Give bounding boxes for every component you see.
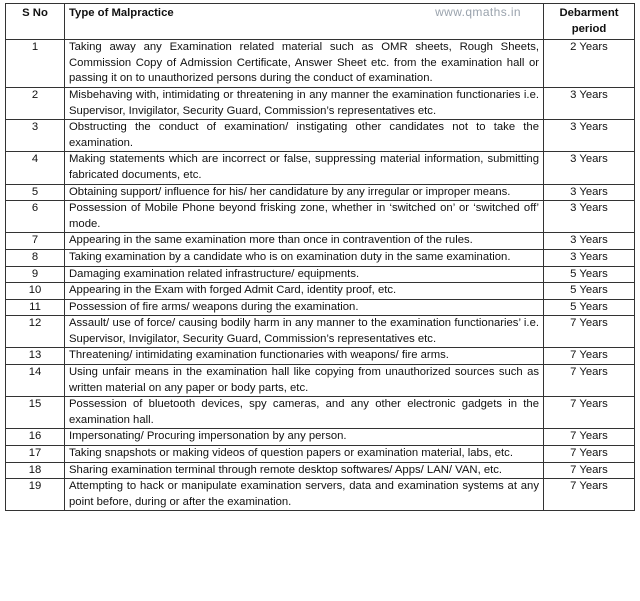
watermark-text: www.qmaths.in	[435, 5, 521, 19]
malpractice-table	[5, 3, 635, 511]
table-row	[6, 184, 635, 201]
row-debarment-period: 7 Years	[544, 365, 635, 397]
table-row	[6, 446, 635, 463]
row-sno: 19	[6, 479, 65, 511]
row-debarment-period: 2 Years	[544, 40, 635, 88]
row-sno: 7	[6, 233, 65, 250]
row-sno: 9	[6, 266, 65, 283]
table-header-row	[6, 4, 635, 40]
table-row	[6, 299, 635, 316]
table-row	[6, 316, 635, 348]
header-period: Debarment period	[544, 4, 635, 40]
row-debarment-period: 5 Years	[544, 266, 635, 283]
row-sno: 18	[6, 462, 65, 479]
table-row	[6, 152, 635, 184]
table-row	[6, 201, 635, 233]
row-debarment-period: 7 Years	[544, 397, 635, 429]
row-sno: 6	[6, 201, 65, 233]
row-description: Using unfair means in the examination hall like copying from unauthorized sources such as written material on any paper or body parts, etc.	[65, 365, 544, 397]
header-sno: S No	[6, 4, 65, 40]
row-description: Possession of bluetooth devices, spy cameras, and any other electronic gadgets in the examination hall.	[65, 397, 544, 429]
table-body	[6, 40, 635, 511]
row-debarment-period: 3 Years	[544, 152, 635, 184]
row-debarment-period: 7 Years	[544, 316, 635, 348]
row-debarment-period: 3 Years	[544, 249, 635, 266]
table-row	[6, 233, 635, 250]
row-description: Appearing in the Exam with forged Admit Card, identity proof, etc.	[65, 283, 544, 300]
row-debarment-period: 3 Years	[544, 233, 635, 250]
row-debarment-period: 3 Years	[544, 184, 635, 201]
table-row	[6, 283, 635, 300]
row-sno: 1	[6, 40, 65, 88]
row-description: Obstructing the conduct of examination/ instigating other candidates not to take the examination.	[65, 120, 544, 152]
header-type	[65, 4, 544, 40]
row-sno: 16	[6, 429, 65, 446]
row-description: Taking snapshots or making videos of question papers or examination material, labs, etc.	[65, 446, 544, 463]
row-description: Misbehaving with, intimidating or threatening in any manner the examination functionaries i.e. Supervisor, Invigilator, Security Guard, Commission’s representatives etc.	[65, 87, 544, 119]
row-debarment-period: 3 Years	[544, 120, 635, 152]
row-description: Impersonating/ Procuring impersonation by any person.	[65, 429, 544, 446]
row-debarment-period: 3 Years	[544, 201, 635, 233]
row-sno: 14	[6, 365, 65, 397]
row-sno: 4	[6, 152, 65, 184]
row-debarment-period: 7 Years	[544, 429, 635, 446]
table-row	[6, 266, 635, 283]
row-sno: 8	[6, 249, 65, 266]
table-row	[6, 462, 635, 479]
table-row	[6, 429, 635, 446]
table-row	[6, 87, 635, 119]
header-type-label: Type of Malpractice	[69, 7, 174, 19]
row-sno: 12	[6, 316, 65, 348]
row-description: Sharing examination terminal through remote desktop softwares/ Apps/ LAN/ VAN, etc.	[65, 462, 544, 479]
row-sno: 10	[6, 283, 65, 300]
row-description: Damaging examination related infrastructure/ equipments.	[65, 266, 544, 283]
row-description: Attempting to hack or manipulate examination servers, data and examination systems at any point before, during or after the examination.	[65, 479, 544, 511]
row-debarment-period: 5 Years	[544, 299, 635, 316]
row-sno: 2	[6, 87, 65, 119]
malpractice-table-container	[5, 3, 634, 511]
table-row	[6, 120, 635, 152]
row-debarment-period: 3 Years	[544, 87, 635, 119]
table-row	[6, 397, 635, 429]
row-debarment-period: 7 Years	[544, 446, 635, 463]
table-row	[6, 348, 635, 365]
row-debarment-period: 7 Years	[544, 479, 635, 511]
row-description: Possession of Mobile Phone beyond frisking zone, whether in ‘switched on’ or ‘switched off’ mode.	[65, 201, 544, 233]
row-description: Making statements which are incorrect or false, suppressing material information, submitting fabricated documents, etc.	[65, 152, 544, 184]
row-description: Assault/ use of force/ causing bodily harm in any manner to the examination functionaries’ i.e. Supervisor, Invigilator, Security Guard, Commission’s representatives etc.	[65, 316, 544, 348]
row-sno: 3	[6, 120, 65, 152]
table-row	[6, 249, 635, 266]
row-debarment-period: 7 Years	[544, 348, 635, 365]
row-description: Taking away any Examination related material such as OMR sheets, Rough Sheets, Commission Copy of Admission Certificate, Answer Sheet etc. from the examination hall or passing it on to unauthorized persons during the conduct of examination.	[65, 40, 544, 88]
row-description: Taking examination by a candidate who is on examination duty in the same examination.	[65, 249, 544, 266]
row-description: Obtaining support/ influence for his/ her candidature by any irregular or improper means.	[65, 184, 544, 201]
row-sno: 13	[6, 348, 65, 365]
row-sno: 15	[6, 397, 65, 429]
row-description: Appearing in the same examination more than once in contravention of the rules.	[65, 233, 544, 250]
row-sno: 17	[6, 446, 65, 463]
row-debarment-period: 5 Years	[544, 283, 635, 300]
row-debarment-period: 7 Years	[544, 462, 635, 479]
row-sno: 5	[6, 184, 65, 201]
table-row	[6, 40, 635, 88]
table-row	[6, 479, 635, 511]
row-description: Possession of fire arms/ weapons during the examination.	[65, 299, 544, 316]
row-description: Threatening/ intimidating examination functionaries with weapons/ fire arms.	[65, 348, 544, 365]
row-sno: 11	[6, 299, 65, 316]
table-row	[6, 365, 635, 397]
